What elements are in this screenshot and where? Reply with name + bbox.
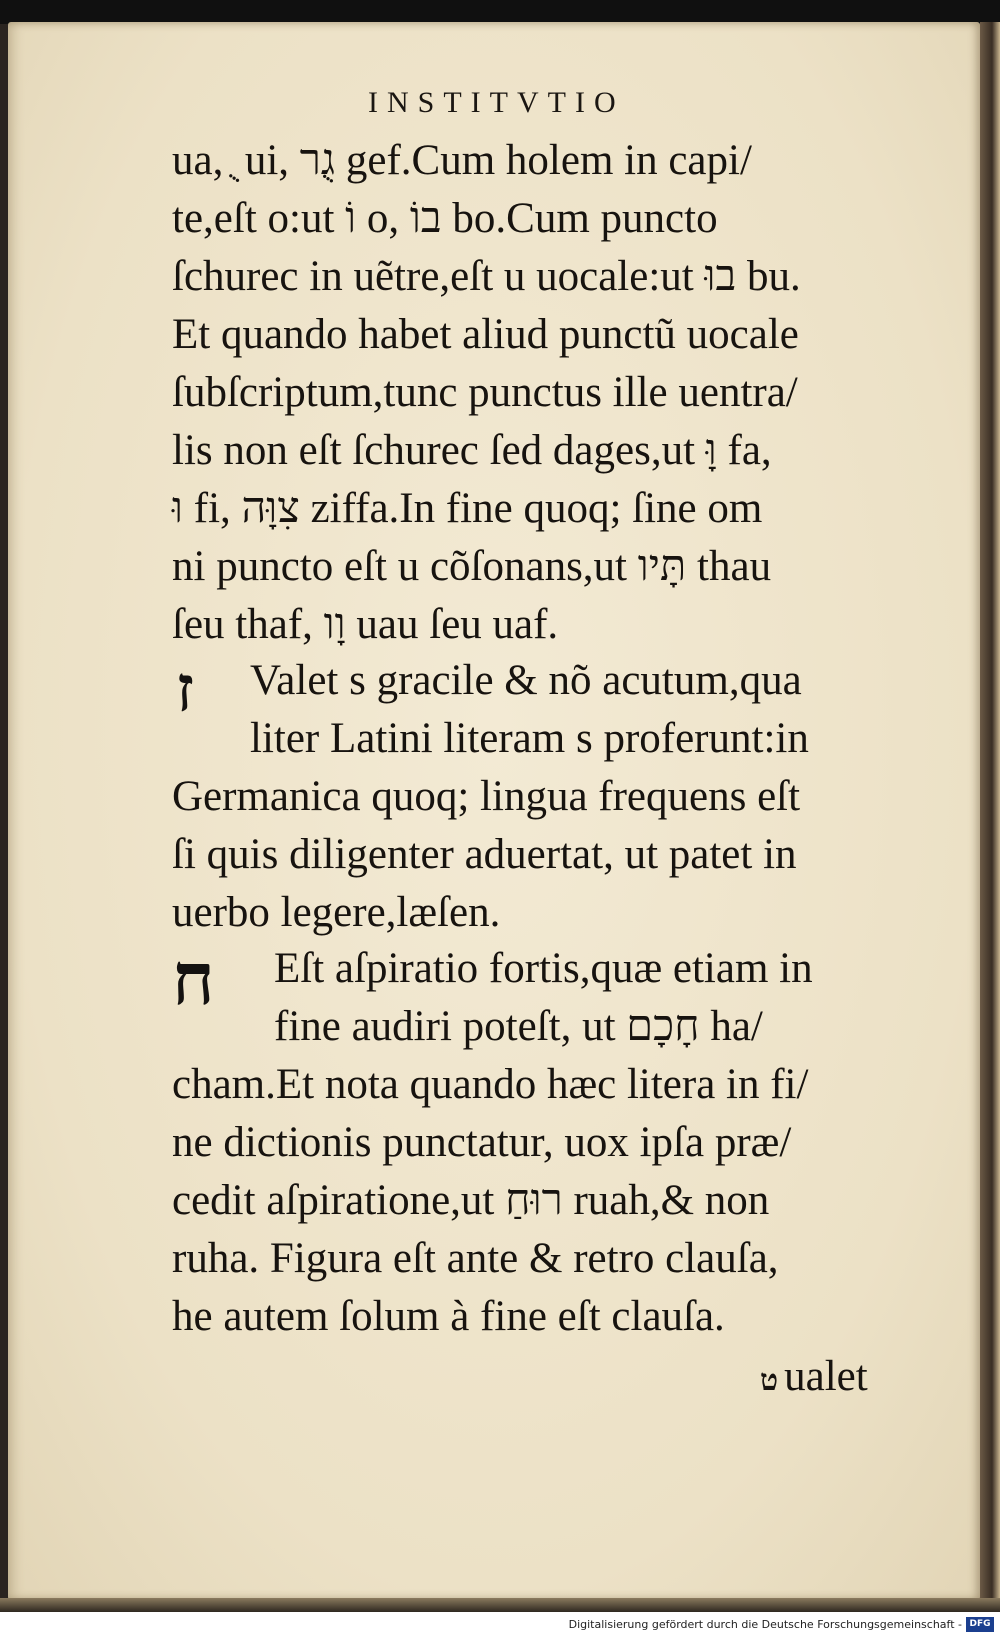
text-line: Eſt aſpiratio fortis,quæ etiam in — [274, 945, 813, 992]
text-line: lis non eſt ſchurec ſed dages,ut וָּ fa, — [172, 427, 772, 474]
text-line: ſchurec in uẽtre,eſt u uocale:ut בוּ bu. — [172, 253, 801, 300]
text-line: ne dictionis punctatur, uox ipſa præ/ — [172, 1119, 792, 1166]
text-line: ruha. Figura eſt ante & retro clauſa, — [172, 1235, 779, 1282]
scan-top-border — [0, 0, 1000, 24]
text-line: Valet s gracile & nõ acutum,qua — [250, 657, 802, 704]
text-line: he autem ſolum à fine eſt clauſa. — [172, 1293, 725, 1340]
heth-initial: ח — [172, 936, 215, 1021]
running-title: INSTITVTIO — [368, 86, 625, 119]
text-line: uerbo legere,læſen. — [172, 889, 501, 936]
catchword — [760, 1352, 868, 1401]
text-line: וּ fi, צִוָּה ziffa.In fine quoq; ſine om — [172, 485, 763, 532]
page-edge — [980, 22, 1000, 1600]
text-line: Germanica quoq; lingua frequens eſt — [172, 773, 801, 820]
scan-bottom-border — [0, 1598, 1000, 1612]
text-line: ſubſcriptum,tunc punctus ille uentra/ — [172, 369, 798, 416]
text-line: Et quando habet aliud punctũ uocale — [172, 311, 799, 358]
text-line: cham.Et nota quando hæc litera in fi/ — [172, 1061, 809, 1108]
text-line: ua, ֻ ui, גֻר gef.Cum holem in capi/ — [172, 137, 752, 184]
footer-credit: Digitalisierung gefördert durch die Deutsche Forschungsgemeinschaft - — [568, 1618, 962, 1631]
heth-paragraph — [172, 940, 884, 1346]
zayin-initial: ז — [176, 652, 194, 727]
catchword-text: ualet — [784, 1353, 868, 1400]
text-line: liter Latini literam s proferunt:in — [250, 715, 809, 762]
body-text — [172, 132, 884, 654]
zayin-paragraph — [172, 652, 884, 942]
text-line: ſi quis diligenter aduertat, ut patet in — [172, 831, 797, 878]
digitization-footer — [0, 1612, 1000, 1638]
text-line: ni puncto eſt u cõſonans,ut תָּיו thau — [172, 543, 772, 590]
text-line: ſeu thaf, וָו uau ſeu uaf. — [172, 601, 559, 648]
dfg-logo: DFG — [966, 1617, 994, 1632]
text-line: cedit aſpiratione,ut רוּחַ ruah,& non — [172, 1177, 770, 1224]
text-line: te,eſt o:ut וֹ o, בוֹ bo.Cum puncto — [172, 195, 718, 242]
text-line: fine audiri poteſt, ut חָכָם ha/ — [274, 1003, 763, 1050]
catchword-hebrew: ט — [760, 1363, 779, 1398]
